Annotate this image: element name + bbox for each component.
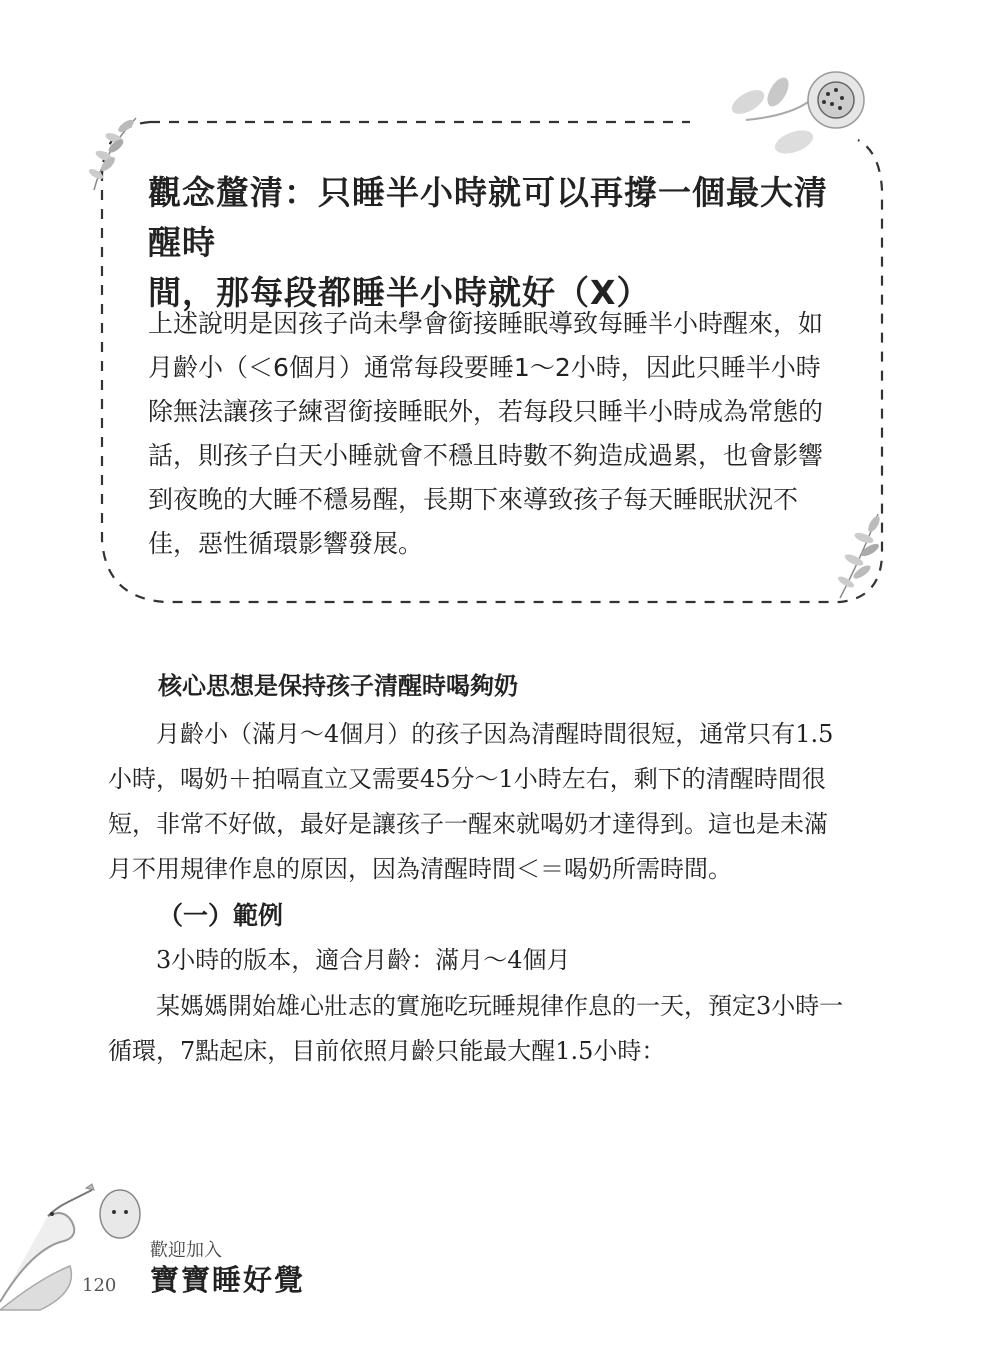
callout-body bbox=[148, 302, 848, 566]
paragraph-line: 月齡小（滿月～4個月）的孩子因為清醒時間很短，通常只有1.5 bbox=[108, 720, 834, 748]
paragraph-line: 月不用規律作息的原因，因為清醒時間＜＝喝奶所需時間。 bbox=[108, 855, 732, 883]
callout-title bbox=[148, 168, 848, 318]
callout-body-line: 除無法讓孩子練習銜接睡眠外，若每段只睡半小時成為常態的 bbox=[148, 397, 824, 426]
callout-body-line: 話，則孩子白天小睡就會不穩且時數不夠造成過累，也會影響 bbox=[148, 441, 824, 470]
paragraph-line: 循環，7點起床，目前依照月齡只能最大醒1.5小時： bbox=[108, 1037, 666, 1065]
body-paragraph bbox=[108, 984, 878, 1074]
book-title: 寶寶睡好覺 bbox=[150, 1263, 306, 1297]
book-subtitle: 歡迎加入 bbox=[150, 1240, 222, 1261]
callout-title-line: 觀念釐清：只睡半小時就可以再撐一個最大清醒時 bbox=[148, 173, 828, 262]
callout-body-line: 月齡小（＜6個月）通常每段要睡1～2小時，因此只睡半小時 bbox=[148, 353, 821, 382]
page-number: 120 bbox=[82, 1275, 117, 1296]
example-heading: （一）範例 bbox=[158, 901, 284, 930]
paragraph-line: 短，非常不好做，最好是讓孩子一醒來就喝奶才達得到。這也是未滿 bbox=[108, 810, 828, 838]
section-heading: 核心思想是保持孩子清醒時喝夠奶 bbox=[158, 672, 518, 700]
paragraph-line: 小時，喝奶＋拍嗝直立又需要45分～1小時左右，剩下的清醒時間很 bbox=[108, 765, 826, 793]
callout-body-line: 到夜晚的大睡不穩易醒，長期下來導致孩子每天睡眠狀況不 bbox=[148, 485, 799, 514]
body-paragraph bbox=[108, 712, 878, 892]
paragraph-line: 某媽媽開始雄心壯志的實施吃玩睡規律作息的一天，預定3小時一 bbox=[108, 992, 844, 1020]
flower-icon bbox=[708, 62, 878, 162]
callout-body-line: 上述說明是因孩子尚未學會銜接睡眠導致每睡半小時醒來，如 bbox=[148, 309, 824, 338]
body-paragraph bbox=[108, 938, 878, 983]
leaf-sprig-icon bbox=[86, 112, 146, 192]
callout-title-line: 間，那每段都睡半小時就好（X） bbox=[148, 273, 651, 312]
stork-icon bbox=[0, 1182, 150, 1312]
callout-body-line: 佳，惡性循環影響發展。 bbox=[148, 529, 424, 558]
paragraph-line: 3小時的版本，適合月齡：滿月～4個月 bbox=[108, 946, 571, 974]
